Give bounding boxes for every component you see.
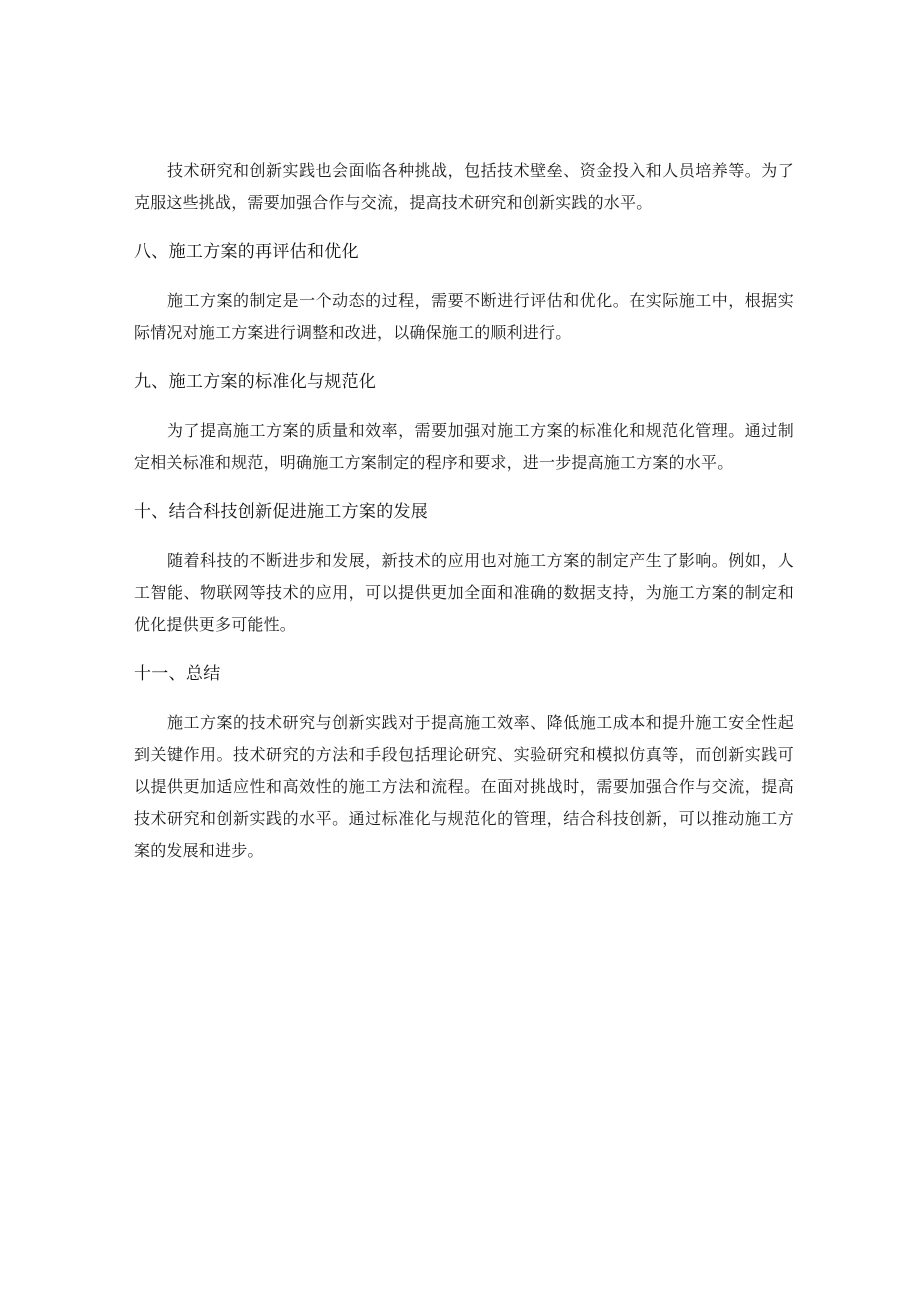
section-paragraph-9: 为了提高施工方案的质量和效率，需要加强对施工方案的标准化和规范化管理。通过制定相关标准和规范，明确施工方案制定的程序和要求，进一步提高施工方案的水平。 [134, 421, 794, 472]
section-paragraph-10: 随着科技的不断进步和发展，新技术的应用也对施工方案的制定产生了影响。例如，人工智能、物联网等技术的应用，可以提供更加全面和准确的数据支持，为施工方案的制定和优化提供更多可能性。 [134, 551, 794, 634]
section-heading-8: 八、施工方案的再评估和优化 [134, 242, 359, 262]
section-paragraph-8: 施工方案的制定是一个动态的过程，需要不断进行评估和优化。在实际施工中，根据实际情况对施工方案进行调整和改进，以确保施工的顺利进行。 [134, 291, 794, 342]
document-page [134, 155, 794, 867]
intro-paragraph: 技术研究和创新实践也会面临各种挑战，包括技术壁垒、资金投入和人员培养等。为了克服这些挑战，需要加强合作与交流，提高技术研究和创新实践的水平。 [134, 161, 794, 212]
section-heading-10: 十、结合科技创新促进施工方案的发展 [134, 502, 429, 522]
section-heading-9: 九、施工方案的标准化与规范化 [134, 372, 377, 392]
section-heading-11: 十一、总结 [134, 664, 221, 684]
section-paragraph-11: 施工方案的技术研究与创新实践对于提高施工效率、降低施工成本和提升施工安全性起到关键作用。技术研究的方法和手段包括理论研究、实验研究和模拟仿真等，而创新实践可以提供更加适应性和高效性的施工方法和流程。在面对挑战时，需要加强合作与交流，提高技术研究和创新实践的水平。通过标准化与规范化的管理，结合科技创新，可以推动施工方案的发展和进步。 [134, 713, 794, 860]
